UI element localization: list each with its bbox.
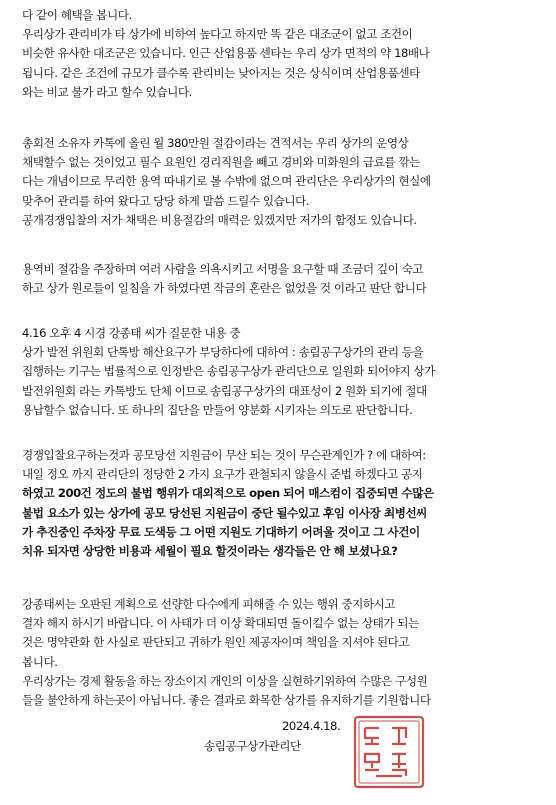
text-line-bold: 치유 되자면 상당한 비용과 세월이 필요 할것이라는 생각들은 안 해 보셨나요? <box>22 544 398 559</box>
text-line-bold: 하였고 200건 정도의 불법 행위가 대외적으로 open 되어 매스컴이 집중되면 수많은 <box>22 486 434 501</box>
text-line: 맞추어 관리를 하여 왔다고 당당 하게 말씀 드릴수 있습니다. <box>22 193 310 208</box>
text-line: 내일 정오 까지 관리단의 정당한 2 가지 요구가 관철되지 않을시 준법 하겠다고 공지 <box>22 467 423 482</box>
text-line: 용역비 절감을 주장하며 여러 사람을 의욕시키고 서명을 요구할 때 조금더 깊이 숙고 <box>22 262 424 276</box>
text-line: 다 같이 혜택을 봅니다. <box>22 8 132 22</box>
text-line-bold: 가 추진중인 주차장 무료 도색등 그 어떤 지원도 기대하기 어려울 것이고 그 사건이 <box>22 524 420 539</box>
paragraph-closing <box>22 595 538 710</box>
text-line: 하고 상가 원로들이 일침을 가 하였다면 작금의 혼란은 없었을 것 이라고 판단 합니다 <box>22 281 427 296</box>
text-line: 우리상가는 경제 활동을 하는 장소이지 개인의 이상을 실현하기위하여 수많은 구성원 <box>22 673 428 688</box>
text-line: 공개경쟁입찰의 저가 채택은 비용절감의 매력은 있겠지만 저가의 함정도 있습니다. <box>22 212 417 227</box>
text-line: 집행하는 기구는 법률적으로 인정받은 송림공구상가 관리단으로 일원화 되어야지 상가 <box>22 364 435 379</box>
text-line: 강종태씨는 오판된 계획으로 선량한 다수에게 피해줄 수 있는 행위 중지하시고 <box>22 597 396 611</box>
paragraph-intro <box>22 6 538 102</box>
text-line: 우리상가 관리비가 타 상가에 비하여 높다고 하지만 똑 같은 대조군이 없고 조건이 <box>22 27 413 42</box>
text-line-bold: 불법 요소가 있는 상가에 공모 당선된 지원금이 중단 될수있고 후임 이사장 최병선씨 <box>22 505 427 520</box>
text-line: 경쟁입찰요구하는것과 공모당선 지원금이 무산 되는 것이 무슨관계인가 ? 에 대하여: <box>22 448 426 462</box>
paragraph-cost-reduction <box>22 260 538 298</box>
text-line: 결자 해지 하시기 바랍니다. 이 사태가 더 이상 확대되면 돌이킬수 없는 상태가 되는 <box>22 616 419 631</box>
text-line: 들을 불안하게 하는곳이 아닙니다. 좋은 결과로 화목한 상가를 유지하기를 기원합니다 <box>22 693 431 708</box>
text-line: 4.16 오후 4 시경 강종태 씨가 질문한 내용 중 <box>22 326 241 340</box>
text-line: 것은 명약관화 한 사실로 판단되고 귀하가 원인 제공자이며 책임을 지셔야 된다고 <box>22 635 410 650</box>
text-line: 용납할수 없습니다. 또 하나의 집단을 만들어 양분화 시키자는 의도로 판단합니다. <box>22 402 413 417</box>
text-line: 와는 비교 불가 라고 할수 있습니다. <box>22 84 192 99</box>
text-line: 됩니다. 같은 조건에 규모가 클수록 관리비는 낮아지는 것은 상식이며 산업용품센타 <box>22 65 420 80</box>
text-line: 비슷한 유사한 대조군은 있습니다. 인근 산업용품 센타는 우리 상가 면적의 약 18배나 <box>22 46 430 61</box>
text-line: 채택할수 없는 것이었고 필수 요원인 경리직원을 빼고 경비와 미화원의 급료를 깎는 <box>22 155 420 170</box>
paragraph-bidding <box>22 446 538 561</box>
organization-signature: 송림공구상가관리단 <box>204 739 301 753</box>
text-line: 봅니다. <box>22 654 58 669</box>
text-line: 발전위원회 라는 카톡방도 단체 이므로 송림공구상가의 대표성이 2 원화 되기에 절대 <box>22 383 427 398</box>
paragraph-question <box>22 324 538 420</box>
text-line: 총회전 소유자 카톡에 올린 월 380만원 절감이라는 견적서는 우리 상가의 운영상 <box>22 136 409 150</box>
official-seal-stamp <box>352 714 426 790</box>
paragraph-estimate <box>22 134 538 230</box>
document-date: 2024.4.18. <box>282 719 341 733</box>
text-line: 상가 발전 위원회 단톡방 해산요구가 부당하다에 대하여 : 송림공구상가의 관리 등을 <box>22 345 424 360</box>
text-line: 다는 개념이므로 무리한 용역 따내기로 볼 수밖에 없으며 관리단은 우리상가의 현실에 <box>22 174 431 189</box>
